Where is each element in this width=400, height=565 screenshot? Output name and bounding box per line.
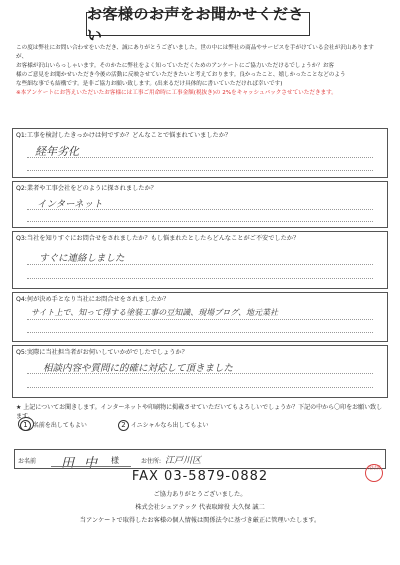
intro-line: お客様が沢山いらっしゃいます。そのかたに弊社をよく知っていただくためのアンケートにご協力いただけるでしょうか？お客 (16, 63, 335, 69)
option-label: 名前を出してもよい (32, 422, 87, 429)
answer-line (27, 373, 373, 374)
answer-line (27, 332, 373, 333)
answer-text: 相談内容や質問に的確に対応して頂きました (43, 363, 234, 374)
question-box-q1 (12, 128, 388, 178)
question-label: Q5:実際に当社担当者がお伺いしていかがでしたでしょうか？ (16, 349, 188, 356)
sama-label: 様 (111, 456, 119, 465)
answer-line (27, 387, 373, 388)
company-signature: 株式会社シェアテック 代表取締役 大久保 誠二 (135, 504, 265, 511)
intro-line: な些細な事でも結構です。是非ご協力お願い致します。(出来るだけ具体的に書いていただければ幸いです) (16, 81, 283, 87)
answer-line (27, 264, 373, 265)
question-label: Q3:当社を知りすぐにお問合せをされましたか？もし悩まれたとしたらどんなことがご不安でしたか？ (16, 235, 300, 242)
answer-line (27, 221, 373, 222)
question-box-q5 (12, 345, 388, 398)
answer-line (27, 319, 373, 320)
question-label: Q4:何が決め手となり当社にお問合せをされましたか？ (16, 296, 170, 303)
question-box-q2 (12, 181, 388, 228)
answer-text: 経年劣化 (35, 145, 79, 158)
option-label: イニシャルなら出してもよい (130, 422, 209, 429)
answer-line (27, 157, 373, 158)
name-value: 田中 (61, 456, 108, 471)
intro-text (16, 44, 384, 98)
name-address-box (14, 449, 386, 469)
option-number: 2 (118, 420, 129, 431)
thanks-line: ご協力ありがとうございました。 (153, 491, 247, 498)
cashback-note: ※本アンケートにお答えいただいたお客様には工事ご用命時に工事金額(税抜き)の 2%をキャッシュバックさせていただきます。 (16, 90, 337, 96)
question-label: Q2:業者や工事会社をどのように探されましたか？ (16, 185, 157, 192)
received-stamp: 受付済 (365, 464, 383, 482)
name-underline (51, 466, 131, 467)
answer-text: サイト上で、知って得する塗装工事の豆知識、現場ブログ、地元業社 (31, 308, 278, 317)
question-box-q4 (12, 292, 388, 342)
option-number: 1 (20, 420, 31, 431)
consent-question: ★ 上記についてお聞きします。インターネットや印刷物に掲載させていただいてもよろしいでしょうか？下記の中から〇印をお願い致します。 (16, 404, 383, 420)
fax-number: FAX 03-5879-0882 (131, 469, 269, 484)
answer-text: インターネット (37, 199, 103, 210)
intro-line: 様のご意見をお聞かせいただき今後の活動に反映させていただきたいと考えております。良かったこと、嬉しかったことなどのよう (16, 72, 346, 78)
address-value: 江戸川区 (165, 456, 202, 466)
name-label: お名前 (18, 458, 37, 465)
intro-line: この度は弊社にお問い合わせをいただき、誠にありがとうございました。世の中には弊社の商品やサービスを手がけている会社が沢山ありますが、 (16, 45, 374, 60)
answer-line (27, 170, 373, 171)
answer-text: すぐに連絡しました (39, 253, 125, 264)
address-label: お住所: (141, 458, 162, 465)
question-label: Q1:工事を検討したきっかけは何ですか？どんなことで悩まれていましたか？ (16, 132, 232, 139)
privacy-notice: 当アンケートで取得したお客様の個人情報は関係法令に基づき厳正に管理いたします。 (79, 517, 321, 524)
answer-line (27, 209, 373, 210)
question-box-q3 (12, 231, 388, 289)
page-title: お客様のお声をお聞かせください (86, 12, 310, 36)
answer-line (27, 278, 373, 279)
consent-option-2[interactable] (118, 420, 209, 431)
selection-circle-mark (17, 416, 35, 432)
